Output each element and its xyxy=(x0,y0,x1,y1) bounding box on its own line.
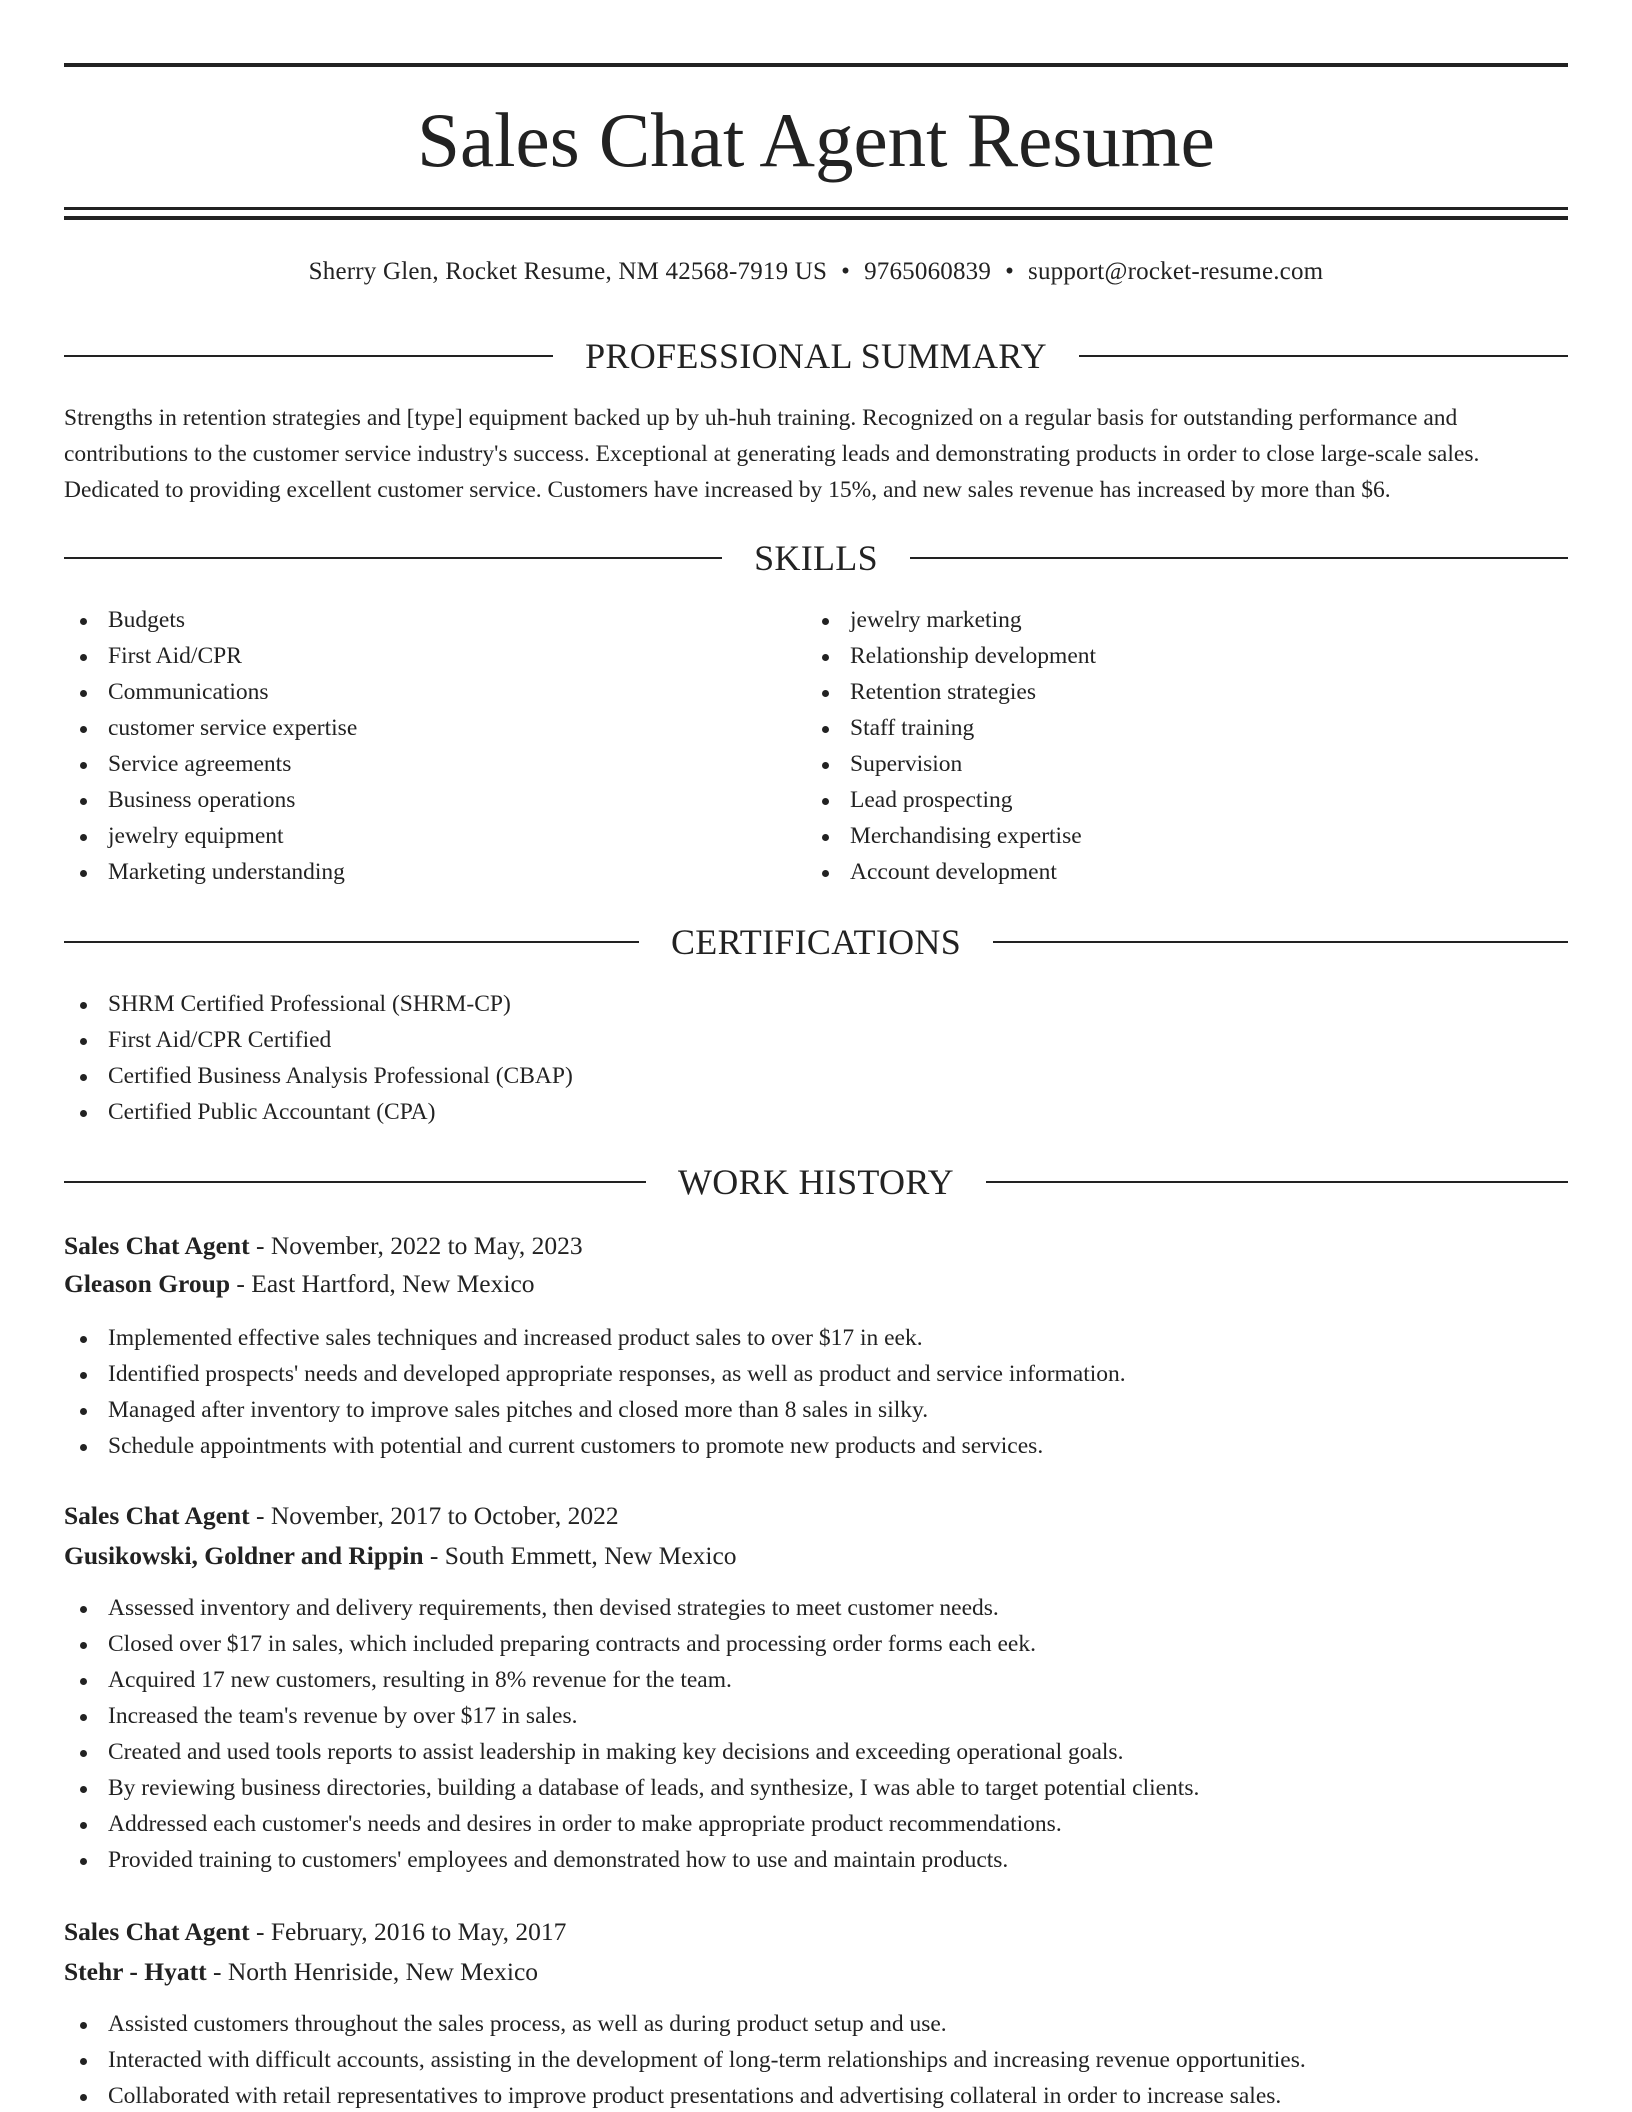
job-dates: - November, 2017 to October, 2022 xyxy=(249,1501,619,1530)
job-company: Gusikowski, Goldner and Rippin xyxy=(64,1541,424,1570)
section-title-work-history: WORK HISTORY xyxy=(678,1162,954,1202)
list-item: First Aid/CPR xyxy=(64,638,357,674)
list-item: customer service expertise xyxy=(64,710,357,746)
list-item: SHRM Certified Professional (SHRM-CP) xyxy=(64,986,573,1022)
list-item: Increased the team's revenue by over $17 in sales. xyxy=(64,1698,1199,1734)
contact-phone: 9765060839 xyxy=(864,258,992,285)
job-role-line xyxy=(64,1498,619,1534)
job-bullets xyxy=(64,1590,1199,1878)
section-rule xyxy=(993,941,1568,943)
job-role: Sales Chat Agent xyxy=(64,1231,250,1260)
list-item: Created and used tools reports to assist leadership in making key decisions and exceeding operational goals. xyxy=(64,1734,1199,1770)
list-item: Interacted with difficult accounts, assisting in the development of long-term relationships and increasing revenue opportunities. xyxy=(64,2042,1306,2078)
summary-paragraph: Strengths in retention strategies and [type] equipment backed up by uh-huh training. Recognized on a regular basis for outstanding performance and contributions to the customer service industry's success. Exceptional at generating leads and demonstrating products in order to close large-scale sales. Dedicated to providing excellent customer service. Customers have increased by 15%, and new sales revenue has increased by more than $6. xyxy=(64,405,1480,503)
list-item: Communications xyxy=(64,674,357,710)
list-item: Addressed each customer's needs and desires in order to make appropriate product recommendations. xyxy=(64,1806,1199,1842)
list-item: Staff training xyxy=(806,710,1096,746)
list-item: Assisted customers throughout the sales process, as well as during product setup and use. xyxy=(64,2006,1306,2042)
section-rule xyxy=(64,557,722,559)
list-item: Service agreements xyxy=(64,746,357,782)
job-bullets xyxy=(64,1320,1126,1464)
list-item: Acquired 17 new customers, resulting in 8% revenue for the team. xyxy=(64,1662,1199,1698)
list-item: Schedule appointments with potential and current customers to promote new products and services. xyxy=(64,1428,1126,1464)
section-title-certifications: CERTIFICATIONS xyxy=(670,922,962,962)
job-company-line xyxy=(64,1538,737,1574)
job-location: - North Henriside, New Mexico xyxy=(206,1957,539,1986)
section-header-skills xyxy=(64,536,1568,580)
contact-email: support@rocket-resume.com xyxy=(1028,258,1324,285)
job-company: Gleason Group xyxy=(64,1269,231,1298)
list-item: Business operations xyxy=(64,782,357,818)
list-item: Managed after inventory to improve sales pitches and closed more than 8 sales in silky. xyxy=(64,1392,1126,1428)
section-rule xyxy=(986,1181,1568,1183)
contact-separator: • xyxy=(1005,258,1015,285)
list-item: Implemented effective sales techniques and increased product sales to over $17 in eek. xyxy=(64,1320,1126,1356)
job-bullets xyxy=(64,2006,1306,2112)
list-item: Provided training to customers' employees and demonstrated how to use and maintain products. xyxy=(64,1842,1199,1878)
list-item: jewelry equipment xyxy=(64,818,357,854)
contact-separator: • xyxy=(841,258,851,285)
section-header-summary xyxy=(64,334,1568,378)
list-item: Identified prospects' needs and developed appropriate responses, as well as product and service information. xyxy=(64,1356,1126,1392)
section-rule xyxy=(1079,355,1568,357)
list-item: Account development xyxy=(806,854,1096,890)
list-item: Marketing understanding xyxy=(64,854,357,890)
list-item: Budgets xyxy=(64,602,357,638)
section-rule xyxy=(910,557,1568,559)
list-item: Supervision xyxy=(806,746,1096,782)
skills-list-left xyxy=(64,602,357,890)
job-role-line xyxy=(64,1914,566,1950)
job-company: Stehr - Hyatt xyxy=(64,1957,207,1986)
list-item: Certified Public Accountant (CPA) xyxy=(64,1094,573,1130)
job-location: - South Emmett, New Mexico xyxy=(423,1541,737,1570)
section-title-summary: PROFESSIONAL SUMMARY xyxy=(585,336,1047,376)
title-double-rule xyxy=(64,207,1568,220)
job-role: Sales Chat Agent xyxy=(64,1501,250,1530)
certifications-list xyxy=(64,986,573,1130)
list-item: By reviewing business directories, building a database of leads, and synthesize, I was able to target potential clients. xyxy=(64,1770,1199,1806)
job-role-line xyxy=(64,1228,583,1264)
list-item: Closed over $17 in sales, which included preparing contracts and processing order forms each eek. xyxy=(64,1626,1199,1662)
list-item: Lead prospecting xyxy=(806,782,1096,818)
section-title-skills: SKILLS xyxy=(754,538,878,578)
contact-address: Sherry Glen, Rocket Resume, NM 42568-7919 US xyxy=(308,258,828,285)
job-company-line xyxy=(64,1266,535,1302)
section-header-work-history xyxy=(64,1160,1568,1204)
contact-line xyxy=(64,254,1568,290)
job-dates: - November, 2022 to May, 2023 xyxy=(249,1231,583,1260)
job-dates: - February, 2016 to May, 2017 xyxy=(249,1917,567,1946)
section-rule xyxy=(64,941,639,943)
list-item: Retention strategies xyxy=(806,674,1096,710)
list-item: Collaborated with retail representatives to improve product presentations and advertising collateral in order to increase sales. xyxy=(64,2078,1306,2112)
job-role: Sales Chat Agent xyxy=(64,1917,250,1946)
list-item: jewelry marketing xyxy=(806,602,1096,638)
section-rule xyxy=(64,355,553,357)
list-item: Assessed inventory and delivery requirements, then devised strategies to meet customer needs. xyxy=(64,1590,1199,1626)
list-item: Merchandising expertise xyxy=(806,818,1096,854)
top-rule xyxy=(64,63,1568,67)
skills-list-right xyxy=(806,602,1096,890)
section-rule xyxy=(64,1181,646,1183)
job-location: - East Hartford, New Mexico xyxy=(230,1269,535,1298)
job-company-line xyxy=(64,1954,538,1990)
list-item: First Aid/CPR Certified xyxy=(64,1022,573,1058)
list-item: Certified Business Analysis Professional (CBAP) xyxy=(64,1058,573,1094)
section-header-certifications xyxy=(64,920,1568,964)
list-item: Relationship development xyxy=(806,638,1096,674)
resume-title: Sales Chat Agent Resume xyxy=(417,97,1215,183)
